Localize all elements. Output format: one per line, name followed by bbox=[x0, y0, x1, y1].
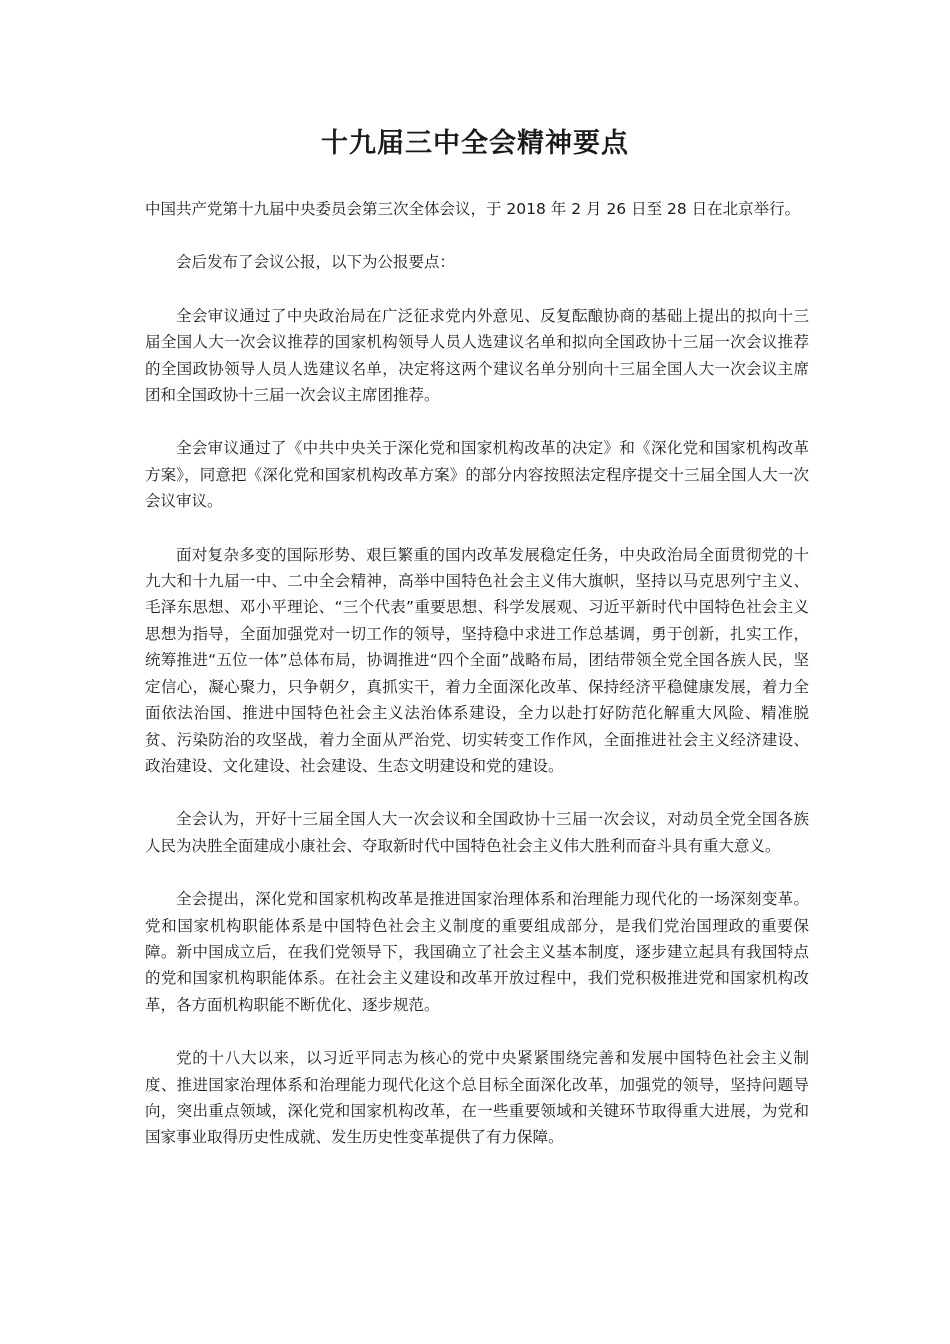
document-title: 十九届三中全会精神要点 bbox=[321, 128, 629, 159]
paragraph-institutional-reform: 全会提出，深化党和国家机构改革是推进国家治理体系和治理能力现代化的一场深刻变革。党和国家机构职能体系是中国特色社会主义制度的重要组成部分，是我们党治国理政的重要保障。新中国成立后，在我们党领导下，我国确立了社会主义基本制度，逐步建立起具有我国特点的党和国家机构职能体系。在社会主义建设和改革开放过程中，我们党积极推进党和国家机构改革，各方面机构职能不断优化、逐步规范。 bbox=[145, 890, 809, 1014]
paragraph-communique-intro: 会后发布了会议公报，以下为公报要点： bbox=[176, 253, 456, 272]
paragraph-politburo-work: 面对复杂多变的国际形势、艰巨繁重的国内改革发展稳定任务，中央政治局全面贯彻党的十九大和十九届一中、二中全会精神，高举中国特色社会主义伟大旗帜，坚持以马克思列宁主义、毛泽东思想、邓小平理论、“三个代表”重要思想、科学发展观、习近平新时代中国特色社会主义思想为指导，全面加强党对一切工作的领导，坚持稳中求进工作总基调，勇于创新，扎实工作，统筹推进“五位一体”总体布局，协调推进“四个全面”战略布局，团结带领全党全国各族人民，坚定信心，凝心聚力，只争朝夕，真抓实干，着力全面深化改革、保持经济平稳健康发展，着力全面依法治国、推进中国特色社会主义法治体系建设，全力以赴打好防范化解重大风险、精准脱贫、污染防治的攻坚战，着力全面从严治党、切实转变工作作风，全面推进社会主义经济建设、政治建设、文化建设、社会建设、生态文明建设和党的建设。 bbox=[145, 545, 809, 775]
paragraph-reform-decision: 全会审议通过了《中共中央关于深化党和国家机构改革的决定》和《深化党和国家机构改革方案》，同意把《深化党和国家机构改革方案》的部分内容按照法定程序提交十三届全国人大一次会议审议。 bbox=[145, 439, 809, 511]
paragraph-since-18th-congress: 党的十八大以来，以习近平同志为核心的党中央紧紧围绕完善和发展中国特色社会主义制度、推进国家治理体系和治理能力现代化这个总目标全面深化改革，加强党的领导，坚持问题导向，突出重点领域，深化党和国家机构改革，在一些重要领域和关键环节取得重大进展，为党和国家事业取得历史性成就、发生历史性变革提供了有力保障。 bbox=[145, 1049, 809, 1147]
document-body bbox=[145, 196, 809, 1178]
paragraph-meeting-info: 中国共产党第十九届中央委员会第三次全体会议，于 2018 年 2 月 26 日至 28 日在北京举行。 bbox=[145, 200, 801, 218]
paragraph-nominee-lists: 全会审议通过了中央政治局在广泛征求党内外意见、反复酝酿协商的基础上提出的拟向十三届全国人大一次会议推荐的国家机构领导人员人选建议名单和拟向全国政协十三届一次会议推荐的全国政协领导人员人选建议名单，决定将这两个建议名单分别向十三届全国人大一次会议主席团和全国政协十三届一次会议主席团推荐。 bbox=[145, 306, 809, 405]
paragraph-npc-cppcc-significance: 全会认为，开好十三届全国人大一次会议和全国政协十三届一次会议，对动员全党全国各族人民为决胜全面建成小康社会、夺取新时代中国特色社会主义伟大胜利而奋斗具有重大意义。 bbox=[145, 810, 809, 855]
